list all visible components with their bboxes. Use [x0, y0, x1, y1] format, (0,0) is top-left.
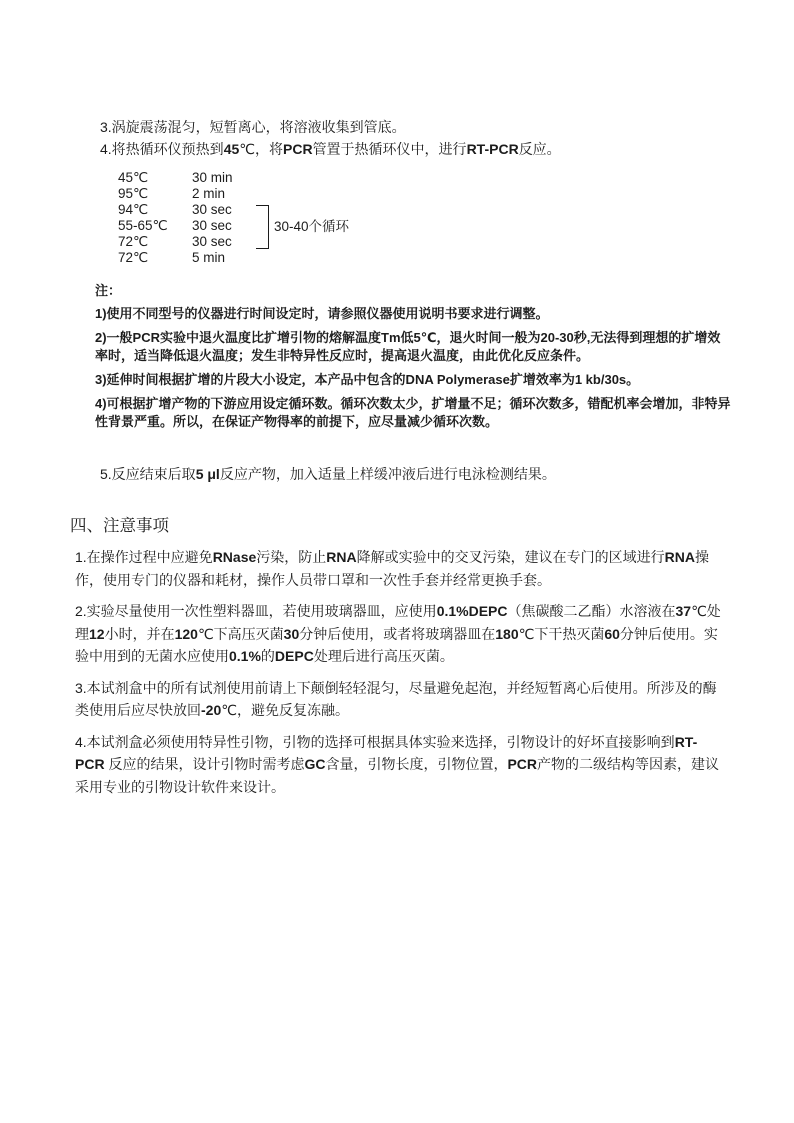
cycling-time: 30 sec — [192, 202, 232, 217]
cycling-time: 30 min — [192, 170, 233, 185]
note-1: 1)使用不同型号的仪器进行时间设定时，请参照仪器使用说明书要求进行调整。 — [95, 306, 549, 321]
cycling-temp: 45℃ — [118, 170, 149, 185]
cycling-row — [118, 170, 518, 186]
step-4: 4.将热循环仪预热到45℃，将PCR管置于热循环仪中，进行RT-PCR反应。 — [100, 141, 561, 157]
precaution-4: 4.本试剂盒必须使用特异性引物，引物的选择可根据具体实验来选择，引物设计的好坏直接影响到RT-PCR 反应的结果，设计引物时需考虑GC含量，引物长度，引物位置，PCR产物的二级结构等因素，建议采用专业的引物设计软件来设计。 — [75, 733, 720, 795]
note-4: 4)可根据扩增产物的下游应用设定循环数。循环次数太少，扩增量不足；循环次数多，错配机率会增加，非特异性背景严重。所以，在保证产物得率的前提下，应尽量减少循环次数。 — [95, 396, 731, 429]
pcr-cycling-program — [118, 170, 518, 266]
cycling-temp: 55-65℃ — [118, 218, 168, 233]
step-3: 3.涡旋震荡混匀，短暂离心，将溶液收集到管底。 — [100, 119, 406, 135]
cycling-time: 2 min — [192, 186, 226, 201]
cycling-time: 30 sec — [192, 234, 232, 249]
cycling-row — [118, 186, 518, 202]
cycle-bracket — [256, 205, 269, 249]
step-5: 5.反应结束后取5 μl反应产物，加入适量上样缓冲液后进行电泳检测结果。 — [100, 466, 556, 482]
note-2: 2)一般PCR实验中退火温度比扩增引物的熔解温度Tm低5℃，退火时间一般为20-30秒,无法得到理想的扩增效率时，适当降低退火温度；发生非特异性反应时，提高退火温度，由此优化反应条件。 — [95, 330, 721, 363]
section-title: 四、注意事项 — [70, 517, 169, 535]
cycling-time: 30 sec — [192, 218, 232, 233]
cycling-temp: 72℃ — [118, 250, 149, 265]
cycling-temp: 95℃ — [118, 186, 149, 201]
cycling-temp: 72℃ — [118, 234, 149, 249]
cycling-row — [118, 202, 518, 218]
cycling-row — [118, 250, 518, 266]
cycle-count-label: 30-40个循环 — [274, 219, 350, 234]
cycling-time: 5 min — [192, 250, 226, 265]
precaution-3: 3.本试剂盒中的所有试剂使用前请上下颠倒轻轻混匀，尽量避免起泡，并经短暂离心后使用。所涉及的酶类使用后应尽快放回-20℃，避免反复冻融。 — [75, 679, 717, 718]
precaution-2: 2.实验尽量使用一次性塑料器皿，若使用玻璃器皿，应使用0.1%DEPC（焦碳酸二乙酯）水溶液在37℃处理12小时，并在120℃下高压灭菌30分钟后使用，或者将玻璃器皿在180℃下干热灭菌60分钟后使用。实验中用到的无菌水应使用0.1%的DEPC处理后进行高压灭菌。 — [75, 603, 721, 664]
cycling-row — [118, 234, 518, 250]
note-3: 3)延伸时间根据扩增的片段大小设定，本产品中包含的DNA Polymerase扩增效率为1 kb/30s。 — [95, 372, 640, 387]
precaution-1: 1.在操作过程中应避免RNase污染，防止RNA降解或实验中的交叉污染，建议在专门的区域进行RNA操作，使用专门的仪器和耗材，操作人员带口罩和一次性手套并经常更换手套。 — [75, 549, 709, 588]
cycling-temp: 94℃ — [118, 202, 149, 217]
notes-title: 注： — [95, 283, 122, 298]
